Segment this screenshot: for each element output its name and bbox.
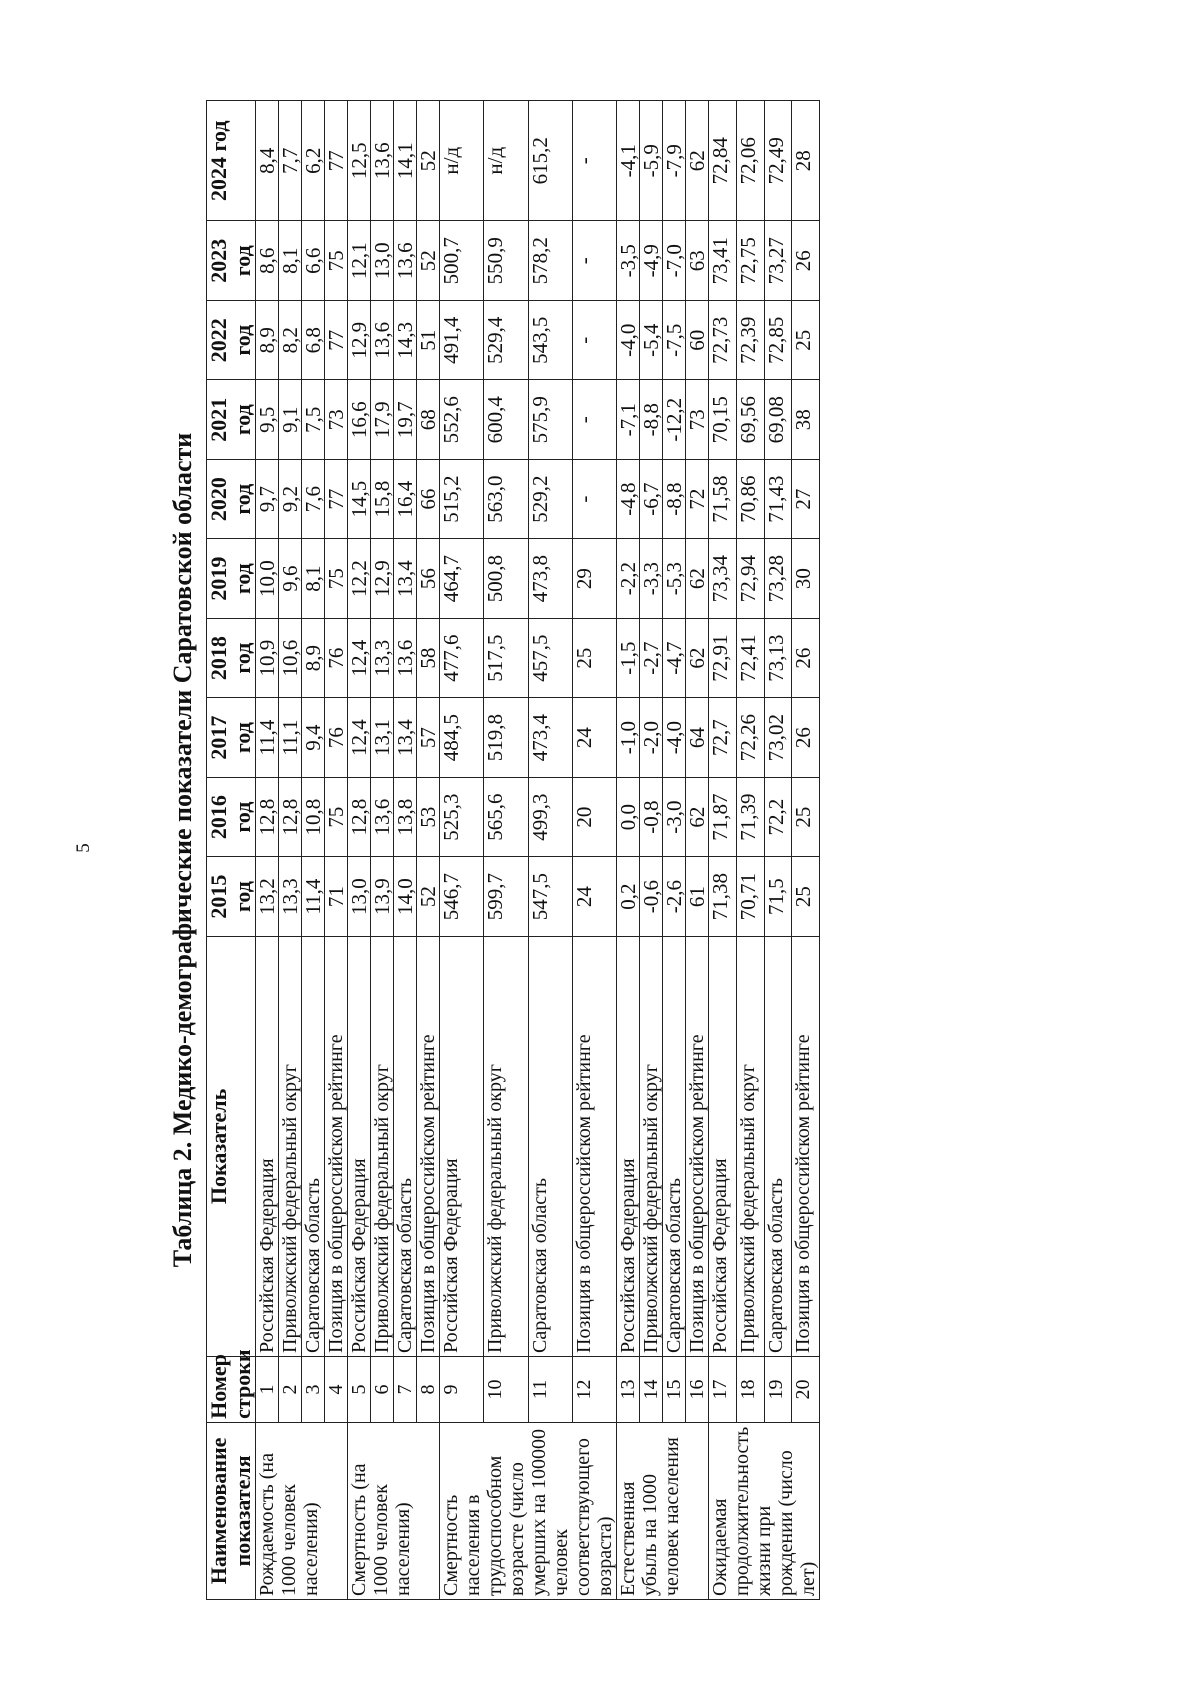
table-row [348, 101, 371, 1600]
value-cell: 12,8 [256, 777, 279, 856]
indicator-cell: Саратовская область [528, 936, 572, 1356]
row-number: 16 [686, 1357, 709, 1423]
value-cell: -3,0 [663, 777, 686, 856]
row-number: 8 [417, 1357, 440, 1423]
value-cell: 24 [572, 698, 616, 777]
value-cell: 72,85 [764, 300, 792, 379]
value-cell: 8,1 [302, 539, 325, 618]
value-cell: 11,4 [256, 698, 279, 777]
value-cell: 20 [572, 777, 616, 856]
value-cell: 14,1 [394, 101, 417, 221]
value-cell: 73 [325, 380, 348, 459]
value-cell: 13,1 [371, 698, 394, 777]
value-cell: 6,2 [302, 101, 325, 221]
indicator-cell: Позиция в общероссийском рейтинге [417, 936, 440, 1356]
value-cell: -4,0 [617, 300, 640, 379]
table-row [736, 101, 764, 1600]
value-cell: 484,5 [440, 698, 484, 777]
value-cell: 52 [417, 221, 440, 300]
row-number: 10 [484, 1357, 528, 1423]
value-cell: - [572, 101, 616, 221]
row-number: 20 [792, 1357, 820, 1423]
table-row [256, 101, 279, 1600]
indicator-group-name: Ожидаемая продолжительность жизни при рождении (число лет) [709, 1422, 820, 1599]
value-cell: 70,86 [736, 459, 764, 538]
table-row [302, 101, 325, 1600]
value-cell: 563,0 [484, 459, 528, 538]
value-cell: -4,9 [640, 221, 663, 300]
value-cell: 13,8 [394, 777, 417, 856]
value-cell: 529,2 [528, 459, 572, 538]
indicator-cell: Саратовская область [302, 936, 325, 1356]
table-row [279, 101, 302, 1600]
indicator-cell: Российская Федерация [617, 936, 640, 1356]
value-cell: -7,1 [617, 380, 640, 459]
value-cell: 13,6 [371, 777, 394, 856]
value-cell: 7,5 [302, 380, 325, 459]
value-cell: 71,87 [709, 777, 737, 856]
value-cell: -4,0 [663, 698, 686, 777]
header-year: 2019 год [207, 539, 256, 618]
table-header-row [207, 101, 256, 1600]
value-cell: 75 [325, 539, 348, 618]
indicator-cell: Позиция в общероссийском рейтинге [572, 936, 616, 1356]
value-cell: 10,9 [256, 618, 279, 697]
value-cell: 73,28 [764, 539, 792, 618]
row-number: 4 [325, 1357, 348, 1423]
value-cell: 71,43 [764, 459, 792, 538]
header-year: 2023 год [207, 221, 256, 300]
table-row [325, 101, 348, 1600]
value-cell: 73,41 [709, 221, 737, 300]
value-cell: 12,1 [348, 221, 371, 300]
value-cell: 500,8 [484, 539, 528, 618]
value-cell: 76 [325, 618, 348, 697]
value-cell: 70,71 [736, 857, 764, 936]
value-cell: -5,9 [640, 101, 663, 221]
header-row-no: Номер строки [207, 1357, 256, 1423]
value-cell: 473,8 [528, 539, 572, 618]
value-cell: 73,02 [764, 698, 792, 777]
value-cell: -4,1 [617, 101, 640, 221]
value-cell: 12,8 [279, 777, 302, 856]
value-cell: -7,9 [663, 101, 686, 221]
table-row [640, 101, 663, 1600]
value-cell: 26 [792, 221, 820, 300]
table-row [417, 101, 440, 1600]
value-cell: 519,8 [484, 698, 528, 777]
value-cell: 72,41 [736, 618, 764, 697]
table-row [617, 101, 640, 1600]
value-cell: 24 [572, 857, 616, 936]
value-cell: 72,75 [736, 221, 764, 300]
value-cell: 9,4 [302, 698, 325, 777]
value-cell: 525,3 [440, 777, 484, 856]
table-row [792, 101, 820, 1600]
header-year: 2017 год [207, 698, 256, 777]
indicator-cell: Приволжский федеральный округ [279, 936, 302, 1356]
value-cell: 10,6 [279, 618, 302, 697]
value-cell: 63 [686, 221, 709, 300]
value-cell: 7,7 [279, 101, 302, 221]
header-year: 2020 год [207, 459, 256, 538]
value-cell: 77 [325, 300, 348, 379]
value-cell: -2,2 [617, 539, 640, 618]
value-cell: 9,5 [256, 380, 279, 459]
header-indicator: Показатель [207, 936, 256, 1356]
value-cell: 13,3 [279, 857, 302, 936]
value-cell: -2,6 [663, 857, 686, 936]
row-number: 11 [528, 1357, 572, 1423]
value-cell: 13,0 [371, 221, 394, 300]
value-cell: 0,0 [617, 777, 640, 856]
value-cell: 13,4 [394, 698, 417, 777]
value-cell: 8,9 [302, 618, 325, 697]
value-cell: 66 [417, 459, 440, 538]
value-cell: 26 [792, 698, 820, 777]
value-cell: 75 [325, 777, 348, 856]
indicator-cell: Российская Федерация [709, 936, 737, 1356]
row-number: 1 [256, 1357, 279, 1423]
value-cell: 27 [792, 459, 820, 538]
row-number: 3 [302, 1357, 325, 1423]
value-cell: 543,5 [528, 300, 572, 379]
indicator-cell: Позиция в общероссийском рейтинге [325, 936, 348, 1356]
value-cell: 71,38 [709, 857, 737, 936]
value-cell: 515,2 [440, 459, 484, 538]
value-cell: 77 [325, 101, 348, 221]
table-row [764, 101, 792, 1600]
value-cell: 62 [686, 618, 709, 697]
value-cell: 25 [572, 618, 616, 697]
value-cell: 68 [417, 380, 440, 459]
header-year: 2021 год [207, 380, 256, 459]
header-year: 2015 год [207, 857, 256, 936]
value-cell: 550,9 [484, 221, 528, 300]
value-cell: -5,3 [663, 539, 686, 618]
value-cell: 53 [417, 777, 440, 856]
value-cell: 6,8 [302, 300, 325, 379]
value-cell: н/д [484, 101, 528, 221]
row-number: 5 [348, 1357, 371, 1423]
indicator-cell: Позиция в общероссийском рейтинге [792, 936, 820, 1356]
value-cell: 12,9 [371, 539, 394, 618]
value-cell: -8,8 [663, 459, 686, 538]
value-cell: -0,6 [640, 857, 663, 936]
value-cell: 56 [417, 539, 440, 618]
value-cell: 8,6 [256, 221, 279, 300]
value-cell: -2,7 [640, 618, 663, 697]
value-cell: 8,4 [256, 101, 279, 221]
value-cell: 52 [417, 101, 440, 221]
value-cell: 10,0 [256, 539, 279, 618]
value-cell: -12,2 [663, 380, 686, 459]
value-cell: 25 [792, 300, 820, 379]
value-cell: 58 [417, 618, 440, 697]
indicator-cell: Позиция в общероссийском рейтинге [686, 936, 709, 1356]
value-cell: 13,3 [371, 618, 394, 697]
value-cell: 13,6 [394, 221, 417, 300]
value-cell: 16,4 [394, 459, 417, 538]
value-cell: 457,5 [528, 618, 572, 697]
value-cell: 61 [686, 857, 709, 936]
value-cell: 9,2 [279, 459, 302, 538]
row-number: 15 [663, 1357, 686, 1423]
value-cell: 70,15 [709, 380, 737, 459]
value-cell: 72,91 [709, 618, 737, 697]
value-cell: 29 [572, 539, 616, 618]
value-cell: 25 [792, 777, 820, 856]
value-cell: 72,7 [709, 698, 737, 777]
indicator-group-name: Естественная убыль на 1000 человек населения [617, 1422, 709, 1599]
value-cell: 12,9 [348, 300, 371, 379]
value-cell: 529,4 [484, 300, 528, 379]
value-cell: 73,34 [709, 539, 737, 618]
row-number: 19 [764, 1357, 792, 1423]
value-cell: 12,5 [348, 101, 371, 221]
value-cell: 28 [792, 101, 820, 221]
table-title: Таблица 2. Медико-демографические показатели Саратовской области [168, 432, 197, 1268]
value-cell: 72,49 [764, 101, 792, 221]
value-cell: 14,0 [394, 857, 417, 936]
value-cell: 38 [792, 380, 820, 459]
value-cell: -3,3 [640, 539, 663, 618]
value-cell: 77 [325, 459, 348, 538]
value-cell: 12,8 [348, 777, 371, 856]
value-cell: 72,94 [736, 539, 764, 618]
value-cell: 72,06 [736, 101, 764, 221]
value-cell: 62 [686, 101, 709, 221]
table-row [371, 101, 394, 1600]
value-cell: 10,8 [302, 777, 325, 856]
value-cell: 71,39 [736, 777, 764, 856]
value-cell: 14,3 [394, 300, 417, 379]
table-row [709, 101, 737, 1600]
value-cell: 615,2 [528, 101, 572, 221]
row-number: 2 [279, 1357, 302, 1423]
value-cell: 8,1 [279, 221, 302, 300]
value-cell: 575,9 [528, 380, 572, 459]
value-cell: 69,56 [736, 380, 764, 459]
value-cell: 76 [325, 698, 348, 777]
value-cell: 62 [686, 539, 709, 618]
value-cell: -5,4 [640, 300, 663, 379]
indicator-cell: Российская Федерация [348, 936, 371, 1356]
row-number: 17 [709, 1357, 737, 1423]
value-cell: 57 [417, 698, 440, 777]
value-cell: 13,6 [371, 101, 394, 221]
row-number: 12 [572, 1357, 616, 1423]
value-cell: 73,27 [764, 221, 792, 300]
value-cell: 547,5 [528, 857, 572, 936]
value-cell: 8,9 [256, 300, 279, 379]
value-cell: 16,6 [348, 380, 371, 459]
value-cell: 51 [417, 300, 440, 379]
value-cell: 13,2 [256, 857, 279, 936]
header-year: 2022 год [207, 300, 256, 379]
value-cell: 552,6 [440, 380, 484, 459]
value-cell: 62 [686, 777, 709, 856]
value-cell: -0,8 [640, 777, 663, 856]
value-cell: 546,7 [440, 857, 484, 936]
header-year: 2016 год [207, 777, 256, 856]
value-cell: 0,2 [617, 857, 640, 936]
value-cell: -2,0 [640, 698, 663, 777]
indicator-cell: Саратовская область [663, 936, 686, 1356]
row-number: 7 [394, 1357, 417, 1423]
value-cell: 30 [792, 539, 820, 618]
row-number: 9 [440, 1357, 484, 1423]
indicator-cell: Саратовская область [394, 936, 417, 1356]
value-cell: 11,1 [279, 698, 302, 777]
value-cell: -7,0 [663, 221, 686, 300]
table-row [394, 101, 417, 1600]
value-cell: -4,8 [617, 459, 640, 538]
row-number: 18 [736, 1357, 764, 1423]
value-cell: 464,7 [440, 539, 484, 618]
value-cell: 69,08 [764, 380, 792, 459]
value-cell: 14,5 [348, 459, 371, 538]
indicator-group-name: Смертность населения в трудоспособном возрасте (число умерших на 100000 человек соответствующего возраста) [440, 1422, 617, 1599]
value-cell: 491,4 [440, 300, 484, 379]
indicator-group-name: Смертность (на 1000 человек населения) [348, 1422, 440, 1599]
value-cell: 12,2 [348, 539, 371, 618]
row-number: 14 [640, 1357, 663, 1423]
value-cell: 71,58 [709, 459, 737, 538]
value-cell: 517,5 [484, 618, 528, 697]
value-cell: 15,8 [371, 459, 394, 538]
value-cell: 500,7 [440, 221, 484, 300]
value-cell: 499,3 [528, 777, 572, 856]
value-cell: 73 [686, 380, 709, 459]
header-year: 2024 год [207, 101, 256, 221]
value-cell: - [572, 300, 616, 379]
value-cell: 13,6 [394, 618, 417, 697]
value-cell: 12,4 [348, 698, 371, 777]
indicator-cell: Российская Федерация [256, 936, 279, 1356]
value-cell: 72,2 [764, 777, 792, 856]
value-cell: 11,4 [302, 857, 325, 936]
row-number: 6 [371, 1357, 394, 1423]
value-cell: 9,1 [279, 380, 302, 459]
value-cell: 72,84 [709, 101, 737, 221]
header-year: 2018 год [207, 618, 256, 697]
row-number: 13 [617, 1357, 640, 1423]
table-row [686, 101, 709, 1600]
value-cell: - [572, 380, 616, 459]
value-cell: 71,5 [764, 857, 792, 936]
value-cell: 13,0 [348, 857, 371, 936]
value-cell: 13,6 [371, 300, 394, 379]
data-table [206, 100, 820, 1600]
value-cell: 60 [686, 300, 709, 379]
indicator-cell: Приволжский федеральный округ [640, 936, 663, 1356]
value-cell: - [572, 459, 616, 538]
value-cell: 600,4 [484, 380, 528, 459]
table-row [572, 101, 616, 1600]
value-cell: -7,5 [663, 300, 686, 379]
table-row [484, 101, 528, 1600]
value-cell: 9,7 [256, 459, 279, 538]
value-cell: 7,6 [302, 459, 325, 538]
value-cell: 9,6 [279, 539, 302, 618]
value-cell: 72 [686, 459, 709, 538]
value-cell: -1,0 [617, 698, 640, 777]
value-cell: 75 [325, 221, 348, 300]
value-cell: 71 [325, 857, 348, 936]
value-cell: 578,2 [528, 221, 572, 300]
value-cell: 599,7 [484, 857, 528, 936]
table-row [663, 101, 686, 1600]
value-cell: 73,13 [764, 618, 792, 697]
value-cell: -4,7 [663, 618, 686, 697]
value-cell: -1,5 [617, 618, 640, 697]
value-cell: 8,2 [279, 300, 302, 379]
value-cell: 72,26 [736, 698, 764, 777]
value-cell: 72,73 [709, 300, 737, 379]
value-cell: 477,6 [440, 618, 484, 697]
value-cell: 565,6 [484, 777, 528, 856]
value-cell: 52 [417, 857, 440, 936]
value-cell: 25 [792, 857, 820, 936]
indicator-group-name: Рождаемость (на 1000 человек населения) [256, 1422, 348, 1599]
indicator-cell: Саратовская область [764, 936, 792, 1356]
indicator-cell: Приволжский федеральный округ [736, 936, 764, 1356]
value-cell: 19,7 [394, 380, 417, 459]
value-cell: 72,39 [736, 300, 764, 379]
value-cell: 64 [686, 698, 709, 777]
value-cell: н/д [440, 101, 484, 221]
value-cell: -3,5 [617, 221, 640, 300]
header-name: Наименование показателя [207, 1422, 256, 1599]
indicator-cell: Российская Федерация [440, 936, 484, 1356]
indicator-cell: Приволжский федеральный округ [484, 936, 528, 1356]
value-cell: 13,4 [394, 539, 417, 618]
table-row [440, 101, 484, 1600]
value-cell: -8,8 [640, 380, 663, 459]
table-row [528, 101, 572, 1600]
value-cell: 12,4 [348, 618, 371, 697]
page-number: 5 [73, 843, 94, 853]
value-cell: -6,7 [640, 459, 663, 538]
value-cell: 473,4 [528, 698, 572, 777]
table-body [256, 101, 820, 1600]
value-cell: - [572, 221, 616, 300]
value-cell: 17,9 [371, 380, 394, 459]
value-cell: 13,9 [371, 857, 394, 936]
indicator-cell: Приволжский федеральный округ [371, 936, 394, 1356]
rotated-content [160, 100, 820, 1600]
value-cell: 6,6 [302, 221, 325, 300]
value-cell: 26 [792, 618, 820, 697]
